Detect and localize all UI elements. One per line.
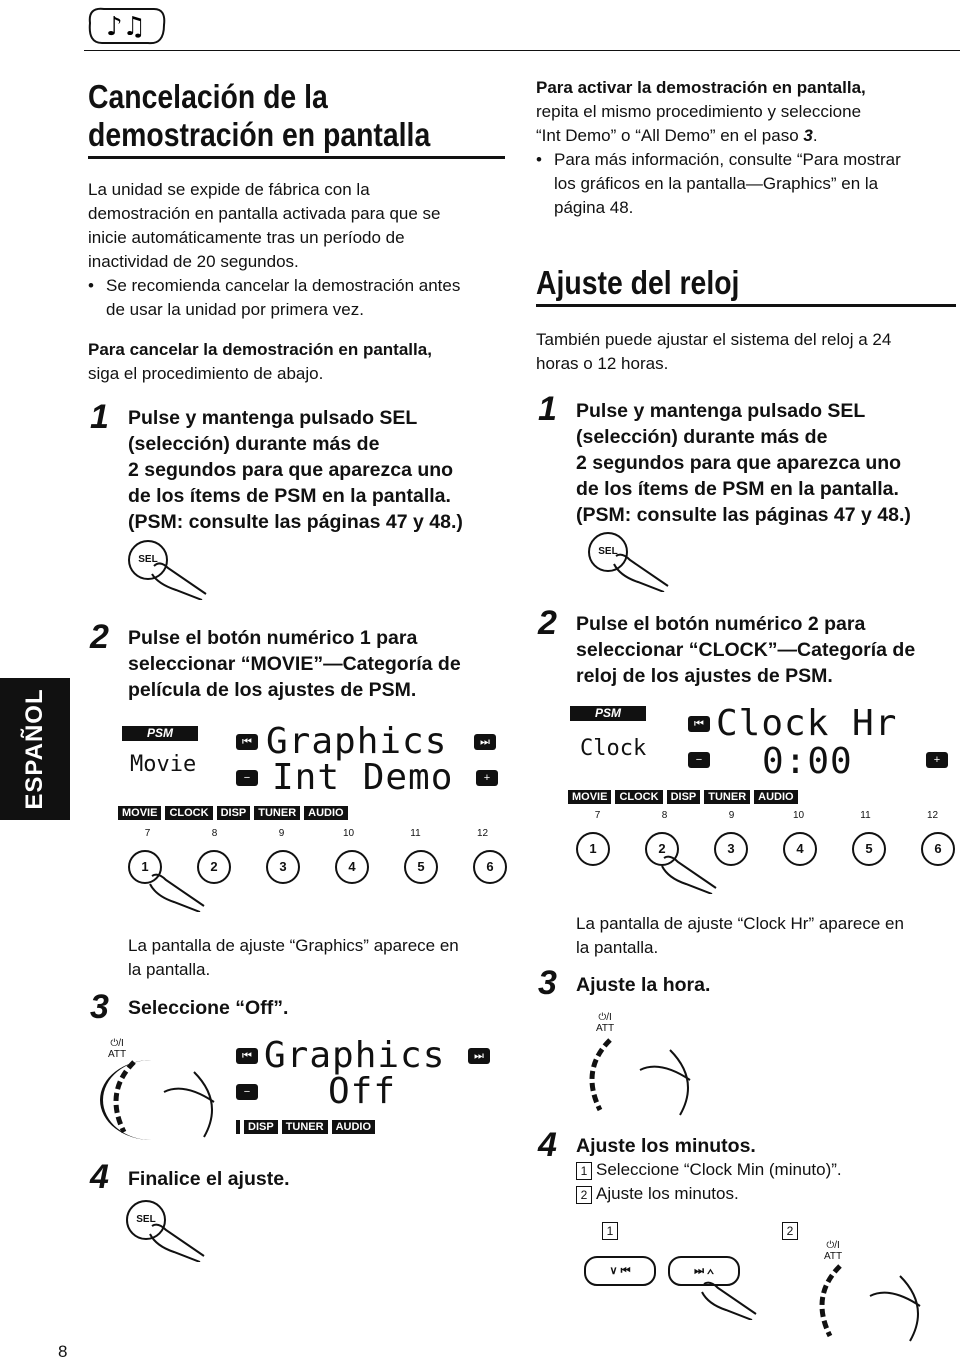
lcd-display-graphics-off xyxy=(232,1034,504,1140)
lcd-line2: 0:00 xyxy=(762,741,853,782)
plus-icon: + xyxy=(476,770,498,786)
lcd-tabs: DISP TUNER AUDIO xyxy=(236,1120,375,1134)
number-button-1[interactable]: 1 xyxy=(576,832,610,866)
number-labels: 7 8 9 10 11 12 xyxy=(144,828,489,839)
power-att-label: ⏻/I ATT xyxy=(596,1012,615,1034)
number-button-5[interactable]: 5 xyxy=(404,850,438,884)
number-button-3[interactable]: 3 xyxy=(266,850,300,884)
number-button-4[interactable]: 4 xyxy=(335,850,369,884)
number-button-4[interactable]: 4 xyxy=(783,832,817,866)
step-number: 3 xyxy=(538,964,557,1002)
minus-icon: − xyxy=(236,770,258,786)
lcd-category: Clock xyxy=(580,736,647,761)
step-1-text: Pulse y mantenga pulsado SEL (selección) durante más de 2 segundos para que aparezca uno de los ítems de PSM en la pantalla. (PSM: consulte las páginas 47 y 48.) xyxy=(576,400,911,526)
number-button-3[interactable]: 3 xyxy=(714,832,748,866)
section-heading-cancel: Cancelación de la demostración en pantalla xyxy=(88,78,431,153)
step-number: 1 xyxy=(538,390,557,428)
prev-arrow-icon: ⏮ xyxy=(688,716,710,732)
prev-arrow-icon: ⏮ xyxy=(236,734,258,750)
lcd-display-graphics-intdemo xyxy=(112,720,504,824)
step-4-text: Finalice el ajuste. xyxy=(128,1168,290,1190)
finger-icon xyxy=(148,1222,208,1267)
step-number: 3 xyxy=(90,988,109,1026)
sel-button[interactable]: SEL xyxy=(126,1200,166,1240)
step-number: 4 xyxy=(90,1158,109,1196)
finger-icon xyxy=(148,872,208,917)
plus-icon: + xyxy=(926,752,948,768)
minus-icon: − xyxy=(236,1084,258,1100)
number-button-6[interactable]: 6 xyxy=(473,850,507,884)
step-2-text: Pulse el botón numérico 1 para seleccionar “MOVIE”—Categoría de película de los ajustes de PSM. xyxy=(128,627,461,701)
rotate-arrow-icon xyxy=(580,1030,700,1125)
finger-icon xyxy=(150,560,210,605)
minus-icon: − xyxy=(688,752,710,768)
music-notes-icon xyxy=(84,3,168,49)
step-number: 2 xyxy=(90,618,109,656)
step-4-substeps: 1 Seleccione “Clock Min (minuto)”. 2 Ajuste los minutos. xyxy=(576,1158,956,1206)
clock-intro: También puede ajustar el sistema del reloj a 24 horas o 12 horas. xyxy=(536,330,892,373)
lcd-line1: Graphics xyxy=(264,1035,446,1076)
rotate-arrow-icon xyxy=(810,1256,930,1351)
clock-screen-note: La pantalla de ajuste “Clock Hr” aparece en la pantalla. xyxy=(576,914,904,957)
number-button-5[interactable]: 5 xyxy=(852,832,886,866)
svg-text:♪♫: ♪♫ xyxy=(106,12,146,42)
lcd-line2: Int Demo xyxy=(272,757,454,798)
power-att-label: ⏻/I ATT xyxy=(108,1038,127,1060)
lcd-line1: Clock Hr xyxy=(716,703,898,744)
lcd-category: Movie xyxy=(130,752,197,777)
finger-icon xyxy=(612,552,672,597)
step-2-text: Pulse el botón numérico 2 para seleccionar “CLOCK”—Categoría de reloj de los ajustes de PSM. xyxy=(576,613,916,687)
lcd-line2: Off xyxy=(328,1071,397,1112)
next-track-button[interactable]: ⏭ ∧ xyxy=(668,1256,740,1286)
step-4-text: Ajuste los minutos. xyxy=(576,1135,756,1157)
step-number: 1 xyxy=(90,398,109,436)
power-att-label: ⏻/I ATT xyxy=(824,1240,843,1262)
graphics-screen-note: La pantalla de ajuste “Graphics” aparece en la pantalla. xyxy=(128,936,459,979)
cancel-instructions: Para cancelar la demostración en pantalla, siga el procedimiento de abajo. xyxy=(88,340,432,383)
top-rule xyxy=(84,50,960,51)
number-labels: 7 8 9 10 11 12 xyxy=(594,810,939,821)
number-button-6[interactable]: 6 xyxy=(921,832,955,866)
finger-icon xyxy=(660,854,720,899)
lcd-tabs: MOVIE CLOCK DISP TUNER AUDIO xyxy=(118,806,348,820)
number-button-2[interactable]: 2 xyxy=(645,832,679,866)
prev-arrow-icon: ⏮ xyxy=(236,1048,258,1064)
activate-demo-paragraph: Para activar la demostración en pantalla, repita el mismo procedimiento y seleccione “Int Demo” o “All Demo” en el paso 3. • Para más información, consulte “Para mostrar los gráficos en la pantalla—Graphics” en la página 48. xyxy=(536,78,901,217)
section-heading-clock: Ajuste del reloj xyxy=(536,264,740,301)
sel-button[interactable]: SEL xyxy=(128,540,168,580)
step-number: 4 xyxy=(538,1126,557,1164)
language-tab: ESPAÑOL xyxy=(0,678,70,820)
rotate-arrow-icon xyxy=(104,1052,224,1147)
heading-rule xyxy=(88,156,505,159)
number-buttons xyxy=(576,832,955,866)
box-label-1: 1 xyxy=(602,1222,618,1240)
next-arrow-icon: ⏭ xyxy=(468,1048,490,1064)
number-button-1[interactable]: 1 xyxy=(128,850,162,884)
lcd-display-clock xyxy=(562,702,954,806)
psm-label: PSM xyxy=(122,726,198,741)
lcd-tabs: MOVIE CLOCK DISP TUNER AUDIO xyxy=(568,790,798,804)
page-number: 8 xyxy=(58,1342,68,1361)
psm-label: PSM xyxy=(570,706,646,721)
finger-icon xyxy=(700,1280,760,1325)
next-arrow-icon: ⏭ xyxy=(474,734,496,750)
step-3-text: Ajuste la hora. xyxy=(576,974,711,996)
heading-rule xyxy=(536,304,956,307)
sel-button[interactable]: SEL xyxy=(588,532,628,572)
lcd-line1: Graphics xyxy=(266,721,448,762)
step-3-text: Seleccione “Off”. xyxy=(128,997,289,1019)
step-number: 2 xyxy=(538,604,557,642)
number-button-2[interactable]: 2 xyxy=(197,850,231,884)
step-1-text: Pulse y mantenga pulsado SEL (selección) durante más de 2 segundos para que aparezca uno de los ítems de PSM en la pantalla. (PSM: consulte las páginas 47 y 48.) xyxy=(128,407,463,533)
box-label-2: 2 xyxy=(782,1222,798,1240)
prev-track-button[interactable]: ∨ ⏮ xyxy=(584,1256,656,1286)
intro-paragraph: La unidad se expide de fábrica con la demostración en pantalla activada para que se inicie automáticamente tras un período de inactividad de 20 segundos. • Se recomienda cancelar la demostración antes de usar la unidad por primera vez. xyxy=(88,180,461,319)
